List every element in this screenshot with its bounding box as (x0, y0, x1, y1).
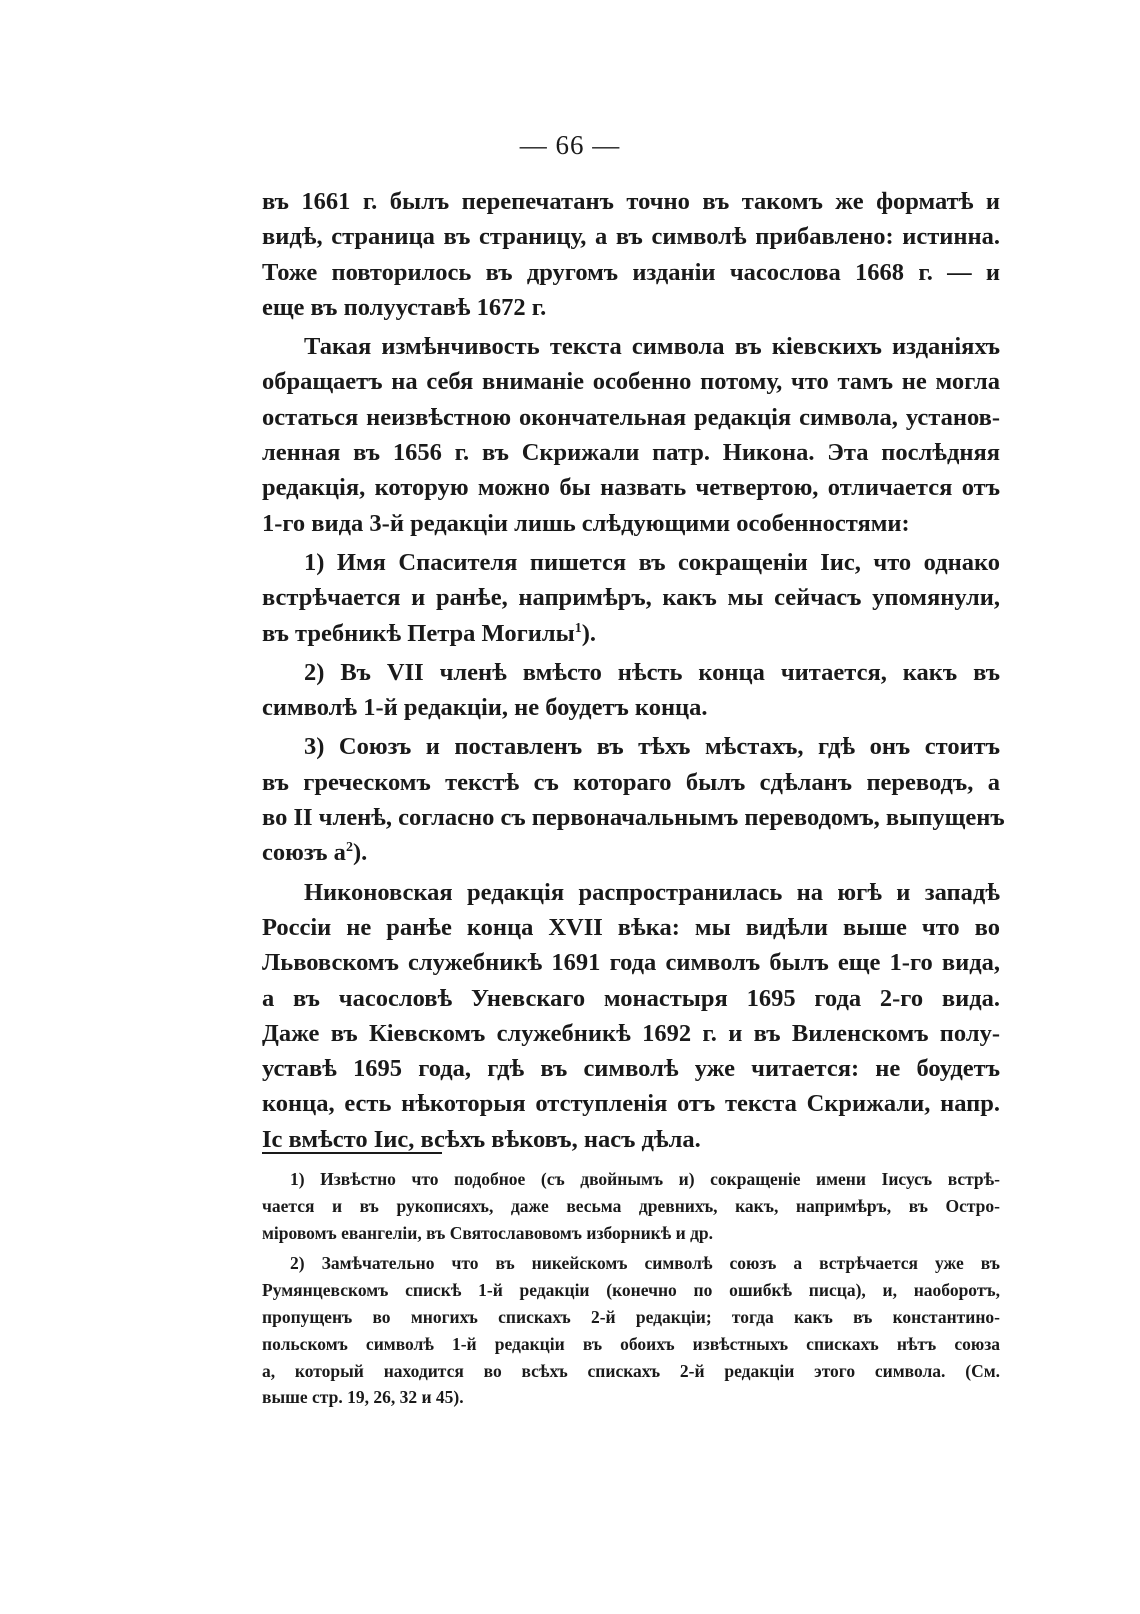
footnote-ref-1[interactable]: 1 (574, 620, 582, 636)
footnote-ref-2[interactable]: 2 (345, 840, 353, 856)
page-number: — 66 — (519, 130, 621, 160)
footnote-1 (262, 1166, 1000, 1246)
footnote-line: міровомъ евангеліи, въ Святославовомъ изборникѣ и др. (262, 1222, 714, 1243)
footnote-line: Румянцевскомъ спискѣ 1-й редакціи (конечно по ошибкѣ писца), и, наоборотъ, (262, 1280, 1000, 1301)
paragraph-4 (262, 655, 1000, 726)
text-line: Такая измѣнчивость текста символа въ кіевскихъ изданіяхъ (304, 333, 1000, 361)
footnote-line: 2) Замѣчательно что въ никейскомъ символѣ союзъ а встрѣчается уже въ (290, 1253, 1000, 1274)
text-line: еще въ полууставѣ 1672 г. (262, 293, 547, 321)
text-line: 2) Въ VII членѣ вмѣсто нѣсть конца читается, какъ въ (304, 658, 1000, 686)
text-line: Іс вмѣсто Іис, всѣхъ вѣковъ, насъ дѣла. (262, 1125, 701, 1153)
text-line: редакція, которую можно бы назвать четвертою, отличается отъ (262, 474, 1000, 502)
main-text (262, 184, 1005, 1161)
paragraph-2 (262, 329, 1000, 541)
text-line: 1-го вида 3-й редакціи лишь слѣдующими особенностями: (262, 509, 910, 537)
text-run: ). (352, 839, 368, 867)
footnote-line: а, который находится во всѣхъ спискахъ 2-й редакціи этого символа. (См. (262, 1360, 1000, 1381)
footnotes (262, 1166, 1000, 1415)
text-line: видѣ, страница въ страницу, а въ символѣ прибавлено: истинна. (262, 223, 1000, 251)
text-line: Даже въ Кіевскомъ служебникѣ 1692 г. и въ Виленскомъ полу- (262, 1019, 1000, 1047)
text-line: уставѣ 1695 года, гдѣ въ символѣ уже читается: не боудетъ (262, 1055, 1000, 1083)
text-line: встрѣчается и ранѣе, напримѣръ, какъ мы сейчасъ упомянули, (262, 584, 1000, 612)
footnote-2 (262, 1250, 1000, 1411)
footnote-line: польскомъ символѣ 1-й редакціи въ обоихъ извѣстныхъ спискахъ нѣтъ союза (262, 1333, 1000, 1354)
footnote-line: пропущенъ во многихъ спискахъ 2-й редакціи; тогда какъ въ константино- (262, 1306, 1000, 1327)
text-line: во II членѣ, согласно съ первоначальнымъ переводомъ, выпущенъ (262, 804, 1005, 832)
text-line: въ 1661 г. былъ перепечатанъ точно въ такомъ же форматѣ и (262, 188, 1000, 215)
paragraph-6 (262, 875, 1000, 1157)
text-line: обращаетъ на себя вниманіе особенно потому, что тамъ не могла (262, 368, 1000, 396)
footnote-line: выше стр. 19, 26, 32 и 45). (262, 1387, 464, 1408)
text-line: Тоже повторилось въ другомъ изданіи часослова 1668 г. — и (262, 258, 1000, 286)
text-run: ). (581, 619, 597, 647)
text-line: ленная въ 1656 г. въ Скрижали патр. Никона. Эта послѣдняя (262, 439, 1000, 467)
text-line: 3) Союзъ и поставленъ въ тѣхъ мѣстахъ, гдѣ онъ стоитъ (304, 733, 1000, 761)
paragraph-3 (262, 545, 1000, 651)
text-line: а въ часословѣ Уневскаго монастыря 1695 года 2-го вида. (262, 984, 1000, 1012)
text-run: союзъ а (262, 839, 346, 867)
text-line: конца, есть нѣкоторыя отступленія отъ текста Скрижали, напр. (262, 1090, 1000, 1118)
paragraph-5 (262, 729, 1005, 870)
paragraph-1 (262, 184, 1000, 325)
text-line-with-ref (262, 616, 1000, 651)
text-line: Россіи не ранѣе конца XVII вѣка: мы видѣли выше что во (262, 913, 1000, 941)
text-line: Львовскомъ служебникѣ 1691 года символъ былъ еще 1-го вида, (262, 949, 1000, 977)
text-line: 1) Имя Спасителя пишется въ сокращеніи Іис, что однако (304, 548, 1000, 576)
footnote-line: чается и въ рукописяхъ, даже весьма древнихъ, какъ, напримѣръ, въ Остро- (262, 1195, 1000, 1216)
text-line: символѣ 1-й редакціи, не боудетъ конца. (262, 694, 708, 722)
footnote-separator (262, 1152, 442, 1154)
footnote-line: 1) Извѣстно что подобное (съ двойнымъ и) сокращеніе имени Іисусъ встрѣ- (290, 1169, 1000, 1189)
text-run: въ требникѣ Петра Могилы (262, 619, 575, 647)
text-line: остаться неизвѣстною окончательная редакція символа, установ- (262, 403, 1000, 431)
text-line: Никоновская редакція распространилась на югѣ и западѣ (304, 878, 1000, 906)
text-line: въ греческомъ текстѣ съ котораго былъ сдѣланъ переводъ, а (262, 768, 1000, 796)
text-line-with-ref (262, 835, 1000, 870)
